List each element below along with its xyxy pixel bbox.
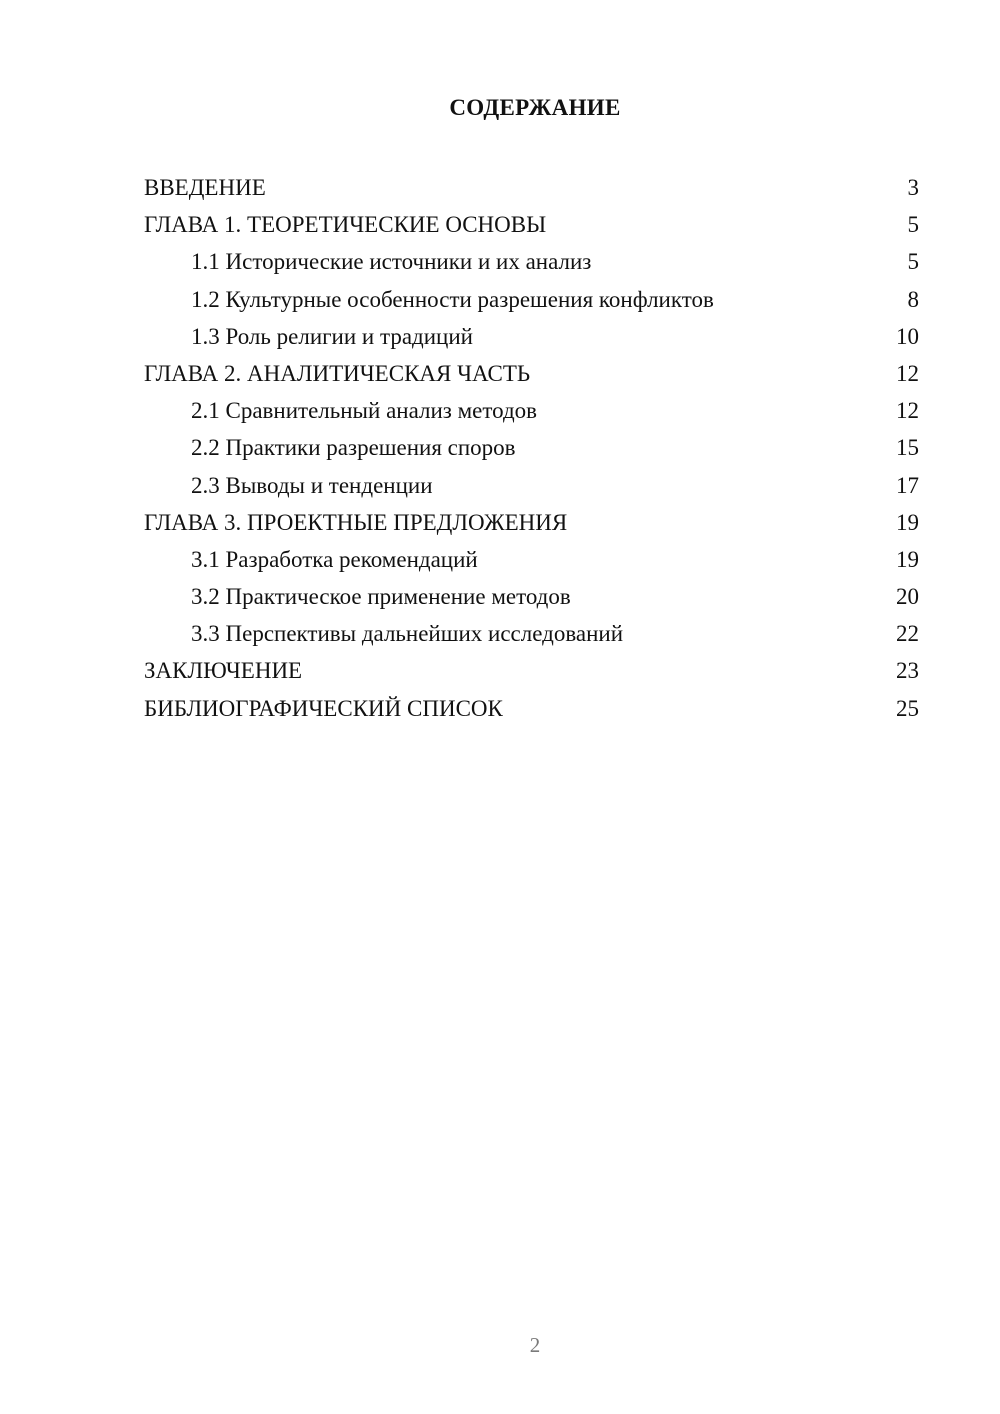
toc-entry-page: 5 [907,249,919,275]
toc-subentry [144,243,919,280]
toc-entry-title: 3.2 Практическое применение методов [191,584,571,610]
toc-entry [144,355,919,392]
toc-entry-page: 5 [907,212,919,238]
toc-entry-title: 2.2 Практики разрешения споров [191,435,516,461]
toc-entry-page: 22 [896,621,919,647]
toc-entry-page: 20 [896,584,919,610]
toc-entry-page: 12 [896,360,919,386]
toc-entry-title: ЗАКЛЮЧЕНИЕ [144,658,303,684]
toc-entry [144,504,919,541]
toc-entry-page: 10 [896,323,919,349]
toc-entry-page: 17 [896,472,919,498]
toc-entry-title: 3.3 Перспективы дальнейших исследований [191,621,624,647]
toc-entry-title: 3.1 Разработка рекомендаций [191,546,478,572]
toc-entry-title: 2.3 Выводы и тенденции [191,472,433,498]
toc-entry-page: 12 [896,398,919,424]
toc-entry-page: 8 [907,286,919,312]
toc-entry [144,652,919,689]
toc-entry-page: 19 [896,509,919,535]
toc-entry-page: 15 [896,435,919,461]
toc-subentry [144,578,919,615]
toc-entry [144,206,919,243]
toc-entry-title: ГЛАВА 2. АНАЛИТИЧЕСКАЯ ЧАСТЬ [144,360,531,386]
toc-entry-page: 23 [896,658,919,684]
toc-entry-title: БИБЛИОГРАФИЧЕСКИЙ СПИСОК [144,695,503,721]
toc-entry-title: 1.3 Роль религии и традиций [191,323,473,349]
toc-entry-title: 1.2 Культурные особенности разрешения конфликтов [191,286,714,312]
toc-subentry [144,392,919,429]
page-title: СОДЕРЖАНИЕ [449,95,621,120]
toc-entry-title: ГЛАВА 1. ТЕОРЕТИЧЕСКИЕ ОСНОВЫ [144,212,547,238]
page-number: 2 [529,1333,541,1357]
toc-subentry [144,429,919,466]
toc-entry-title: 1.1 Исторические источники и их анализ [191,249,592,275]
toc-entry [144,169,919,206]
toc-subentry [144,467,919,504]
toc-entry-title: 2.1 Сравнительный анализ методов [191,398,538,424]
toc-entry-page: 3 [907,175,919,200]
toc-entry-page: 19 [896,546,919,572]
table-of-contents [144,169,919,727]
toc-subentry [144,281,919,318]
toc-entry [144,690,919,727]
toc-subentry [144,615,919,652]
toc-entry-title: ГЛАВА 3. ПРОЕКТНЫЕ ПРЕДЛОЖЕНИЯ [144,509,568,535]
toc-entry-page: 25 [896,695,919,721]
toc-subentry [144,541,919,578]
toc-entry-title: ВВЕДЕНИЕ [144,175,266,200]
toc-subentry [144,318,919,355]
